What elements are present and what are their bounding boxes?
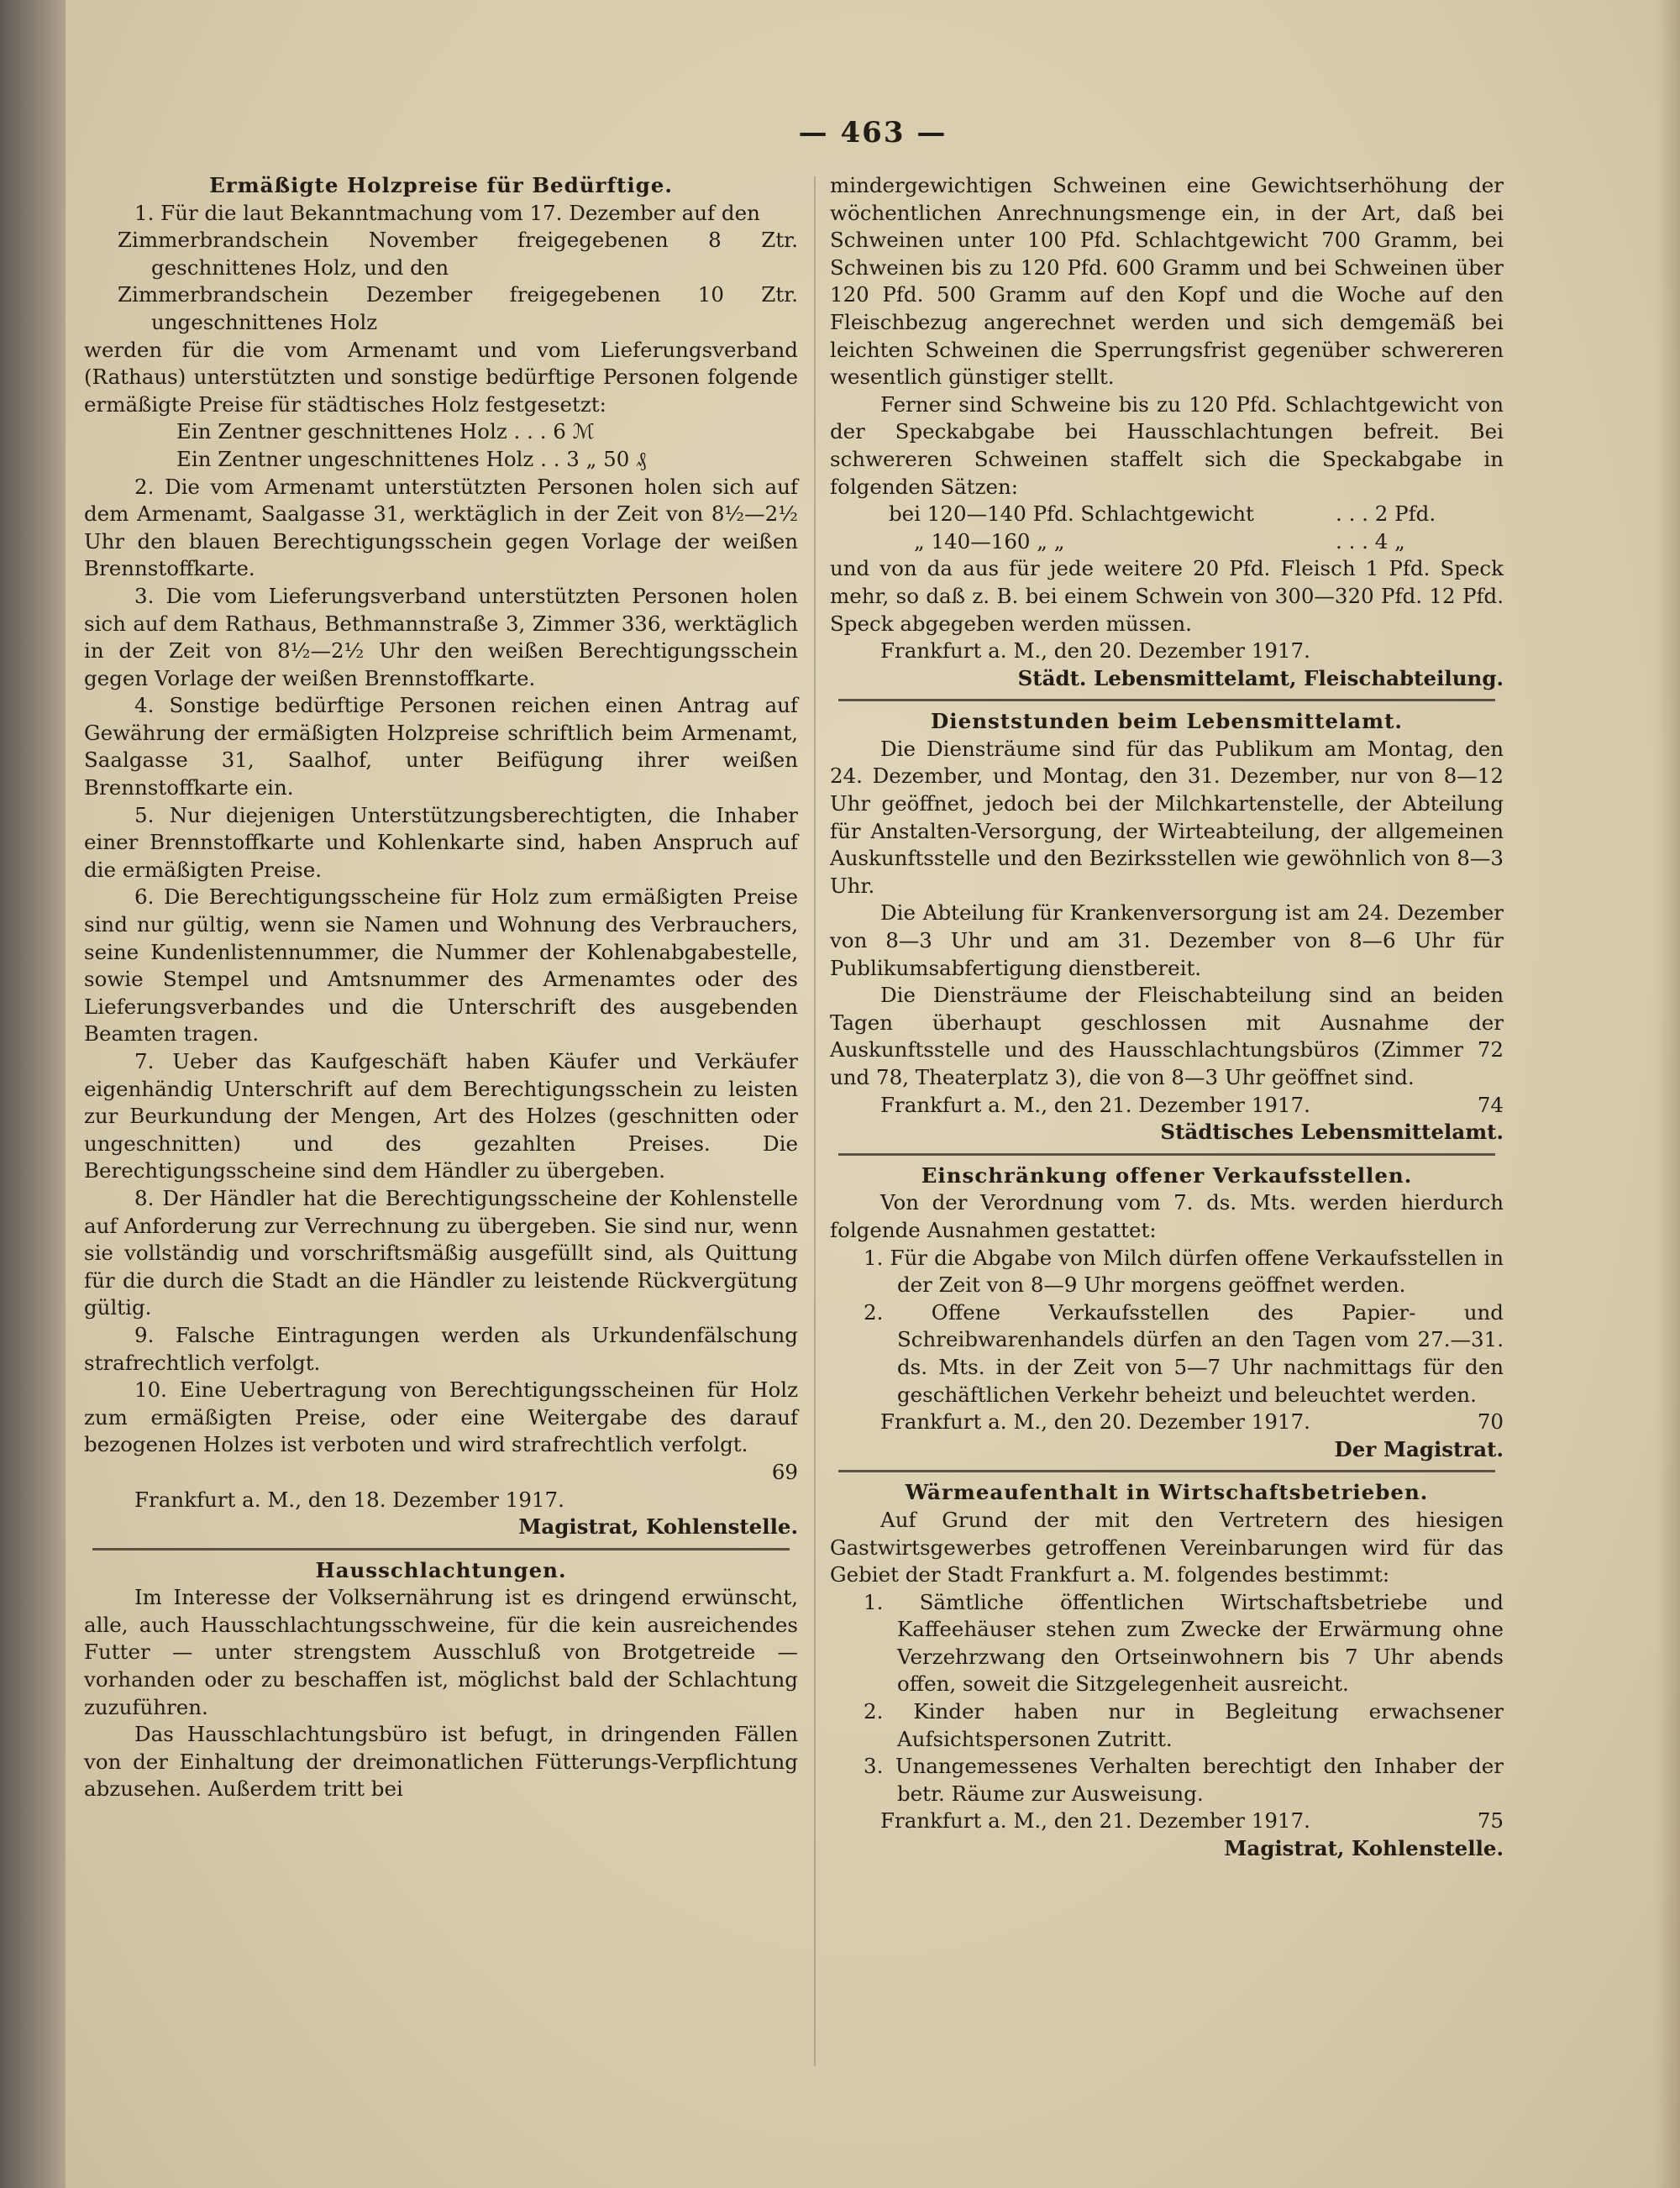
page-edge-shadow xyxy=(1655,0,1680,2188)
paragraph: und von da aus für jede weitere 20 Pfd. Fleisch 1 Pfd. Speck mehr, so daß z. B. bei einem Schwein von 300—320 Pfd. 12 Pfd. Speck abgegeben werden müssen. xyxy=(830,556,1504,636)
section-rule xyxy=(838,1153,1495,1156)
list-item: 3. Unangemessenes Verhalten berechtigt den Inhaber der betr. Räume zur Ausweisung. xyxy=(864,1754,1504,1806)
section-dienststunden xyxy=(830,708,1504,1146)
signature: Magistrat, Kohlenstelle. xyxy=(1224,1836,1504,1861)
paragraph: 2. Die vom Armenamt unterstützten Personen holen sich auf dem Armenamt, Saalgasse 31, werktäglich in der Zeit von 8½—2½ Uhr den blauen Berechtigungsschein gegen Vorlage der weißen Brennstoffkarte. xyxy=(84,474,798,581)
paragraph: Die Abteilung für Krankenversorgung ist am 24. Dezember von 8—3 Uhr und am 31. Dezember von 8—6 Uhr für Publikumsabfertigung dienstbereit. xyxy=(830,900,1504,980)
paragraph: 1. Für die laut Bekanntmachung vom 17. Dezember auf den xyxy=(134,200,760,225)
date-line: Frankfurt a. M., den 20. Dezember 1917. xyxy=(880,1409,1310,1435)
list-item: 2. Offene Verkaufsstellen des Papier- und Schreibwarenhandels dürfen an den Tagen vom 27.—31. ds. Mts. in der Zeit von 5—7 Uhr nachmittags für den geschäftlichen Verkehr beheizt und beleuchtet werden. xyxy=(864,1299,1504,1407)
notice-number: 74 xyxy=(1477,1092,1504,1117)
signature: Städtisches Lebensmittelamt. xyxy=(1160,1120,1504,1145)
paragraph: 3. Die vom Lieferungsverband unterstützten Personen holen sich auf dem Rathaus, Bethmannstraße 3, Zimmer 336, werktäglich in der Zeit von 8½—2½ Uhr den weißen Berechtigungsschein gegen Vorlage der weißen Brennstoffkarte. xyxy=(84,583,798,690)
list-item: 1. Für die Abgabe von Milch dürfen offene Verkaufsstellen in der Zeit von 8—9 Uhr morgens geöffnet werden. xyxy=(864,1245,1504,1298)
weight-row xyxy=(830,528,1504,556)
section-title: Hausschlachtungen. xyxy=(315,1557,567,1582)
date-line: Frankfurt a. M., den 21. Dezember 1917. xyxy=(880,1808,1310,1834)
signature: Magistrat, Kohlenstelle. xyxy=(518,1514,798,1540)
paragraph: mindergewichtigen Schweinen eine Gewichtserhöhung der wöchentlichen Anrechnungsmenge ein, in der Art, daß bei Schweinen unter 100 Pfd. Schlachtgewicht 700 Gramm, bei Schweinen bis zu 120 Pfd. 600 Gramm und bei Schweinen über 120 Pfd. 500 Gramm auf den Kopf und die Woche auf den Fleischbezug angerechnet werden und sich demgemäß bei leichten Schweinen die Sperrungsfrist gegenüber schwereren wesentlich günstiger stellt. xyxy=(830,173,1504,390)
date-row xyxy=(830,1409,1504,1436)
page-number: — 463 — xyxy=(798,116,948,150)
paragraph: 6. Die Berechtigungsscheine für Holz zum ermäßigten Preise sind nur gültig, wenn sie Namen und Wohnung des Verbrauchers, seine Kundenlistennummer, die Nummer der Kohlenabgabestelle, sowie Stempel und Amtsnummer des Armenamtes oder des Lieferungsverbandes und die Unterschrift des ausgebenden Beamten tragen. xyxy=(84,884,798,1047)
weight-label: bei 120—140 Pfd. Schlachtgewicht xyxy=(889,501,1254,527)
date-row xyxy=(830,1808,1504,1835)
list-item: 2. Kinder haben nur in Begleitung erwachsener Aufsichtspersonen Zutritt. xyxy=(864,1699,1504,1751)
paragraph: Die Diensträume sind für das Publikum am Montag, den 24. Dezember, und Montag, den 31. Dezember, nur von 8—12 Uhr geöffnet, jedoch bei der Milchkartenstelle, der Abteilung für Anstalten-Versorgung, der Wirteabteilung, der allgemeinen Auskunftsstelle und den Bezirksstellen wie gewöhnlich von 8—3 Uhr. xyxy=(830,736,1504,898)
weight-value: . . . 2 Pfd. xyxy=(1336,501,1436,527)
paragraph: 8. Der Händler hat die Berechtigungsscheine der Kohlenstelle auf Anforderung zur Verrechnung zu übergeben. Sie sind nur, wenn sie vollständig und vorschriftsmäßig ausgefüllt sind, als Quittung für die durch die Stadt an die Händler zu leistende Rückvergütung gültig. xyxy=(84,1185,798,1320)
paragraph: Die Diensträume der Fleischabteilung sind an beiden Tagen überhaupt geschlossen mit Ausnahme der Auskunftsstelle und des Hausschlachtungsbüros (Zimmer 72 und 78, Theaterplatz 3), die von 8—3 Uhr geöffnet sind. xyxy=(830,983,1504,1089)
signature: Der Magistrat. xyxy=(1334,1436,1504,1461)
section-title: Dienststunden beim Lebensmittelamt. xyxy=(931,709,1403,734)
date-line: Frankfurt a. M., den 18. Dezember 1917. xyxy=(134,1487,564,1512)
weight-label: „ 140—160 „ „ xyxy=(914,528,1065,554)
list-item: 1. Sämtliche öffentlichen Wirtschaftsbetriebe und Kaffeehäuser stehen zum Zwecke der Erwärmung ohne Verzehrzwang den Ortseinwohnern bis 7 Uhr abends offen, soweit die Sitzgelegenheit ausreicht. xyxy=(864,1589,1504,1697)
paragraph: 4. Sonstige bedürftige Personen reichen einen Antrag auf Gewährung der ermäßigten Holzpreise schriftlich beim Armenamt, Saalgasse 31, Saalhof, unter Beifügung ihrer weißen Brennstoffkarte ein. xyxy=(84,693,798,800)
date-line: Frankfurt a. M., den 20. Dezember 1917. xyxy=(880,638,1310,664)
price-row: Ein Zentner geschnittenes Holz . . . 6 ℳ xyxy=(176,419,595,444)
paragraph: 7. Ueber das Kaufgeschäft haben Käufer und Verkäufer eigenhändig Unterschrift auf dem Berechtigungsschein zu leisten zur Beurkundung der Mengen, Art des Holzes (geschnitten oder ungeschnitten) und des gezahlten Preises. Die Berechtigungsscheine sind dem Händler zu übergeben. xyxy=(84,1049,798,1183)
column-divider xyxy=(814,176,816,2066)
section-rule xyxy=(92,1548,790,1550)
paragraph: Zimmerbrandschein Dezember freigegebenen 10 Ztr. ungeschnittenes Holz xyxy=(118,282,798,334)
weight-value: . . . 4 „ xyxy=(1336,528,1405,554)
section-verkaufsstellen xyxy=(830,1162,1504,1464)
paragraph: 5. Nur diejenigen Unterstützungsberechtigten, die Inhaber einer Brennstoffkarte und Kohlenkarte sind, haben Anspruch auf die ermäßigten Preise. xyxy=(84,802,798,882)
paragraph: werden für die vom Armenamt und vom Lieferungsverband (Rathaus) unterstützten und sonstige bedürftige Personen folgende ermäßigte Preise für städtisches Holz festgesetzt: xyxy=(84,337,798,417)
section-title: Ermäßigte Holzpreise für Bedürftige. xyxy=(209,173,673,197)
book-spine xyxy=(0,0,66,2188)
section-rule xyxy=(838,699,1495,701)
signature: Städt. Lebensmittelamt, Fleischabteilung. xyxy=(1017,665,1504,690)
date-line: Frankfurt a. M., den 21. Dezember 1917. xyxy=(880,1092,1310,1117)
section-hausschlachtungen xyxy=(84,1557,798,1803)
paragraph: Ferner sind Schweine bis zu 120 Pfd. Schlachtgewicht von der Speckabgabe bei Hausschlachtungen befreit. Bei schwereren Schweinen staffelt sich die Speckabgabe in folgenden Sätzen: xyxy=(830,391,1504,499)
paragraph: Von der Verordnung vom 7. ds. Mts. werden hierdurch folgende Ausnahmen gestattet: xyxy=(830,1190,1504,1242)
paragraph: 9. Falsche Eintragungen werden als Urkundenfälschung strafrechtlich verfolgt. xyxy=(84,1322,798,1375)
section-title: Einschränkung offener Verkaufsstellen. xyxy=(921,1162,1413,1188)
paragraph: Zimmerbrandschein November freigegebenen 8 Ztr. geschnittenes Holz, und den xyxy=(118,228,798,280)
notice-number: 70 xyxy=(1477,1409,1504,1435)
notice-number: 75 xyxy=(1477,1808,1504,1834)
paragraph: Im Interesse der Volksernährung ist es dringend erwünscht, alle, auch Hausschlachtungsschweine, für die kein ausreichendes Futter — unter strengstem Ausschluß von Brotgetreide — vorhanden oder zu beschaffen ist, möglichst bald der Schlachtung zuzuführen. xyxy=(84,1585,798,1719)
paragraph: 10. Eine Uebertragung von Berechtigungsscheinen für Holz zum ermäßigten Preise, oder eine Weitergabe des darauf bezogenen Holzes ist verboten und wird strafrechtlich verfolgt. xyxy=(84,1377,798,1457)
right-column xyxy=(830,172,1504,1863)
left-column xyxy=(84,172,798,1803)
section-rule xyxy=(838,1470,1495,1472)
section-title: Wärmeaufenthalt in Wirtschaftsbetrieben. xyxy=(905,1480,1429,1505)
section-hausschlachtungen-cont xyxy=(830,172,1504,692)
date-row xyxy=(830,1092,1504,1120)
section-waermeaufenthalt xyxy=(830,1479,1504,1862)
price-row: Ein Zentner ungeschnittenes Holz . . 3 „ 50 ₰ xyxy=(176,446,647,471)
section-holzpreise xyxy=(84,172,798,1541)
notice-number: 69 xyxy=(771,1459,798,1484)
weight-row xyxy=(830,501,1504,528)
paragraph: Das Hausschlachtungsbüro ist befugt, in dringenden Fällen von der Einhaltung der dreimonatlichen Fütterungs-Verpflichtung abzusehen. Außerdem tritt bei xyxy=(84,1722,798,1802)
paragraph: Auf Grund der mit den Vertretern des hiesigen Gastwirtsgewerbes getroffenen Vereinbarungen wird für das Gebiet der Stadt Frankfurt a. M. folgendes bestimmt: xyxy=(830,1507,1504,1587)
